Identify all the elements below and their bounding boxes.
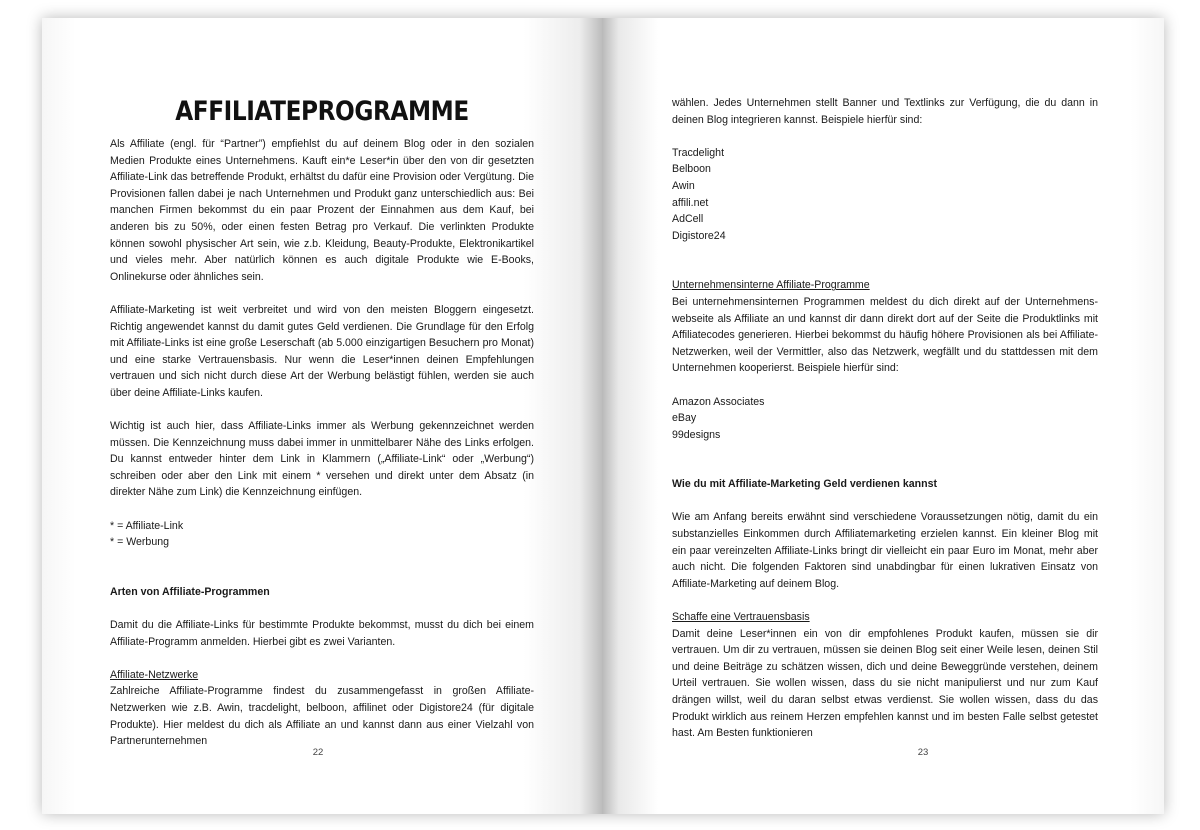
left-page-content	[110, 18, 534, 750]
marker-item: * = Affiliate-Link	[110, 519, 184, 532]
open-book	[42, 18, 1164, 814]
marker-list	[110, 518, 534, 551]
section-heading-arten: Arten von Affiliate-Programmen	[110, 585, 270, 598]
page-number-left: 22	[312, 747, 324, 758]
labeling-paragraph: Wichtig ist auch hier, dass Affiliate-Links immer als Werbung gekennzeichnet werden müssen. Die Kennzeichnung muss dabei immer in unmittelbarer Nähe des Links erfolgen. Du kannst entweder hinter dem Link in Klammern („Affiliate-Link“ oder „Werbung“) schreiben oder aber den Link mit einem * versehen und direkt unter dem Absatz (in direkter Nähe zum Link) die Kennzeichnung einfügen.	[110, 420, 534, 499]
netzwerke-paragraph: Zahlreiche Affiliate-Programme findest du zusammengefasst in großen Affiliate-Netzwerken wie z.B. Awin, tracdelight, belboon, affilinet oder Digistore24 (für digitale Produkte). Hier meldest du dich als Affiliate an und kannst dann aus einer Vielzahl von Partnerunternehmen	[110, 685, 534, 748]
continued-paragraph: wählen. Jedes Unternehmen stellt Banner und Textlinks zur Verfügung, die du dann in deinen Blog integrieren kannst. Beispiele hierfür sind:	[672, 97, 1098, 126]
subheading-vertrauen: Schaffe eine Vertrauensbasis	[672, 611, 810, 624]
intern-example-item: eBay	[672, 412, 697, 425]
intern-example-item: Amazon Associates	[672, 395, 765, 408]
network-item: Digistore24	[672, 229, 726, 242]
section-heading-geld: Wie du mit Affiliate-Marketing Geld verdienen kannst	[672, 478, 937, 491]
marker-item: * = Werbung	[110, 536, 169, 549]
right-page	[602, 18, 1164, 814]
varianten-paragraph: Damit du die Affiliate-Links für bestimmte Produkte bekommst, musst du dich bei einem Affiliate-Programm anmelden. Hierbei gibt es zwei Varianten.	[110, 619, 534, 648]
page-number-right: 23	[917, 747, 929, 758]
marketing-paragraph: Affiliate-Marketing ist weit verbreitet und wird von den meisten Bloggern eingesetzt. Richtig angewendet kannst du damit gutes Geld verdienen. Die Grundlage für den Erfolg mit Affiliate-Links ist eine große Leserschaft (ab 5.000 einzigartigen Besuchern pro Monat) und eine starke Vertrauensbasis. Nur wenn die Leser*innen deinen Empfehlungen vertrauen und sich nicht durch diese Art der Werbung belästigt fühlen, werden sie auch über deine Affiliate-Links kaufen.	[110, 303, 534, 399]
subheading-intern: Unternehmensinterne Affiliate-Programme	[672, 279, 870, 292]
network-item: affili.net	[672, 196, 709, 209]
subheading-netzwerke: Affiliate-Netzwerke	[110, 668, 199, 681]
intro-paragraph: Als Affiliate (engl. für “Partner”) empfiehlst du auf deinem Blog oder in den sozialen Medien Produkte eines Unternehmens. Kauft ein*e Leser*in über den von dir gesetzten Affiliate-Link das betreffende Produkt, erhältst du dafür eine Provision oder Vergütung. Die Provisionen fallen dabei je nach Unternehmen und Produkt ganz unterschiedlich aus: Bei manchen Firmen bekommst du ein paar Prozent der Einnahmen aus dem Kauf, bei anderen bis zu 50%, oder einen festen Betrag pro Verkauf. Die verlinkten Produkte können sowohl physischer Art sein, wie z.b. Kleidung, Beauty-Produkte, Elektronikartikel und vieles mehr. Aber natürlich können es auch digitale Produkte wie E-Books, Onlinekurse oder ähnliches sein.	[110, 138, 534, 283]
geld-paragraph: Wie am Anfang bereits erwähnt sind verschiedene Voraussetzungen nötig, damit du ein substanzielles Einkommen durch Affiliatemarketing erzielen kannst. Ein kleiner Blog mit ein paar vereinzelten Affiliate-Links bringt dir vielleicht ein paar Euro im Monat, mehr aber auch nicht. Die folgenden Faktoren sind unabdingbar für einen lukrativen Einsatz von Affiliate-Marketing auf deinem Blog.	[672, 511, 1098, 590]
network-list	[672, 145, 1098, 245]
network-item: Tracdelight	[672, 146, 725, 159]
intern-example-item: 99designs	[672, 428, 721, 441]
chapter-title: AFFILIATEPROGRAMME	[175, 96, 469, 127]
intern-paragraph: Bei unternehmensinternen Programmen meldest du dich direkt auf der Unternehmens-webseite als Affiliate an und kannst dir dann direkt dort auf der Seite die Produktlinks mit Affiliatecodes generieren. Hierbei bekommst du häufig höhere Provisionen als bei Affiliate-Netzwerken, weil der Vermittler, also das Netzwerk, wegfällt und du stattdessen mit dem Unternehmen kooperierst. Beispiele hierfür sind:	[672, 295, 1098, 375]
intern-example-list	[672, 394, 1098, 444]
network-item: Awin	[672, 179, 695, 192]
left-page	[42, 18, 602, 814]
network-item: AdCell	[672, 213, 704, 226]
right-page-content	[672, 95, 1098, 742]
network-item: Belboon	[672, 163, 711, 176]
vertrauen-paragraph: Damit deine Leser*innen ein von dir empfohlenes Produkt kaufen, müssen sie dir vertrauen. Um dir zu vertrauen, müssen sie deinen Blog seit einer Weile lesen, deinen Stil und deine Beiträge zu schätzen wissen, dich und deine Beweggründe verstehen, deinem Urteil vertrauen. Sie wollen wissen, dass du sie nicht manipulierst und nur zum Kauf drängen willst, weil du daran selbst etwas verdienst. Sie wollen wissen, dass du das Produkt wirklich aus reinem Herzen empfehlen kannst und im besten Falle selbst getestet hast. Am Besten funktionieren	[672, 627, 1098, 740]
